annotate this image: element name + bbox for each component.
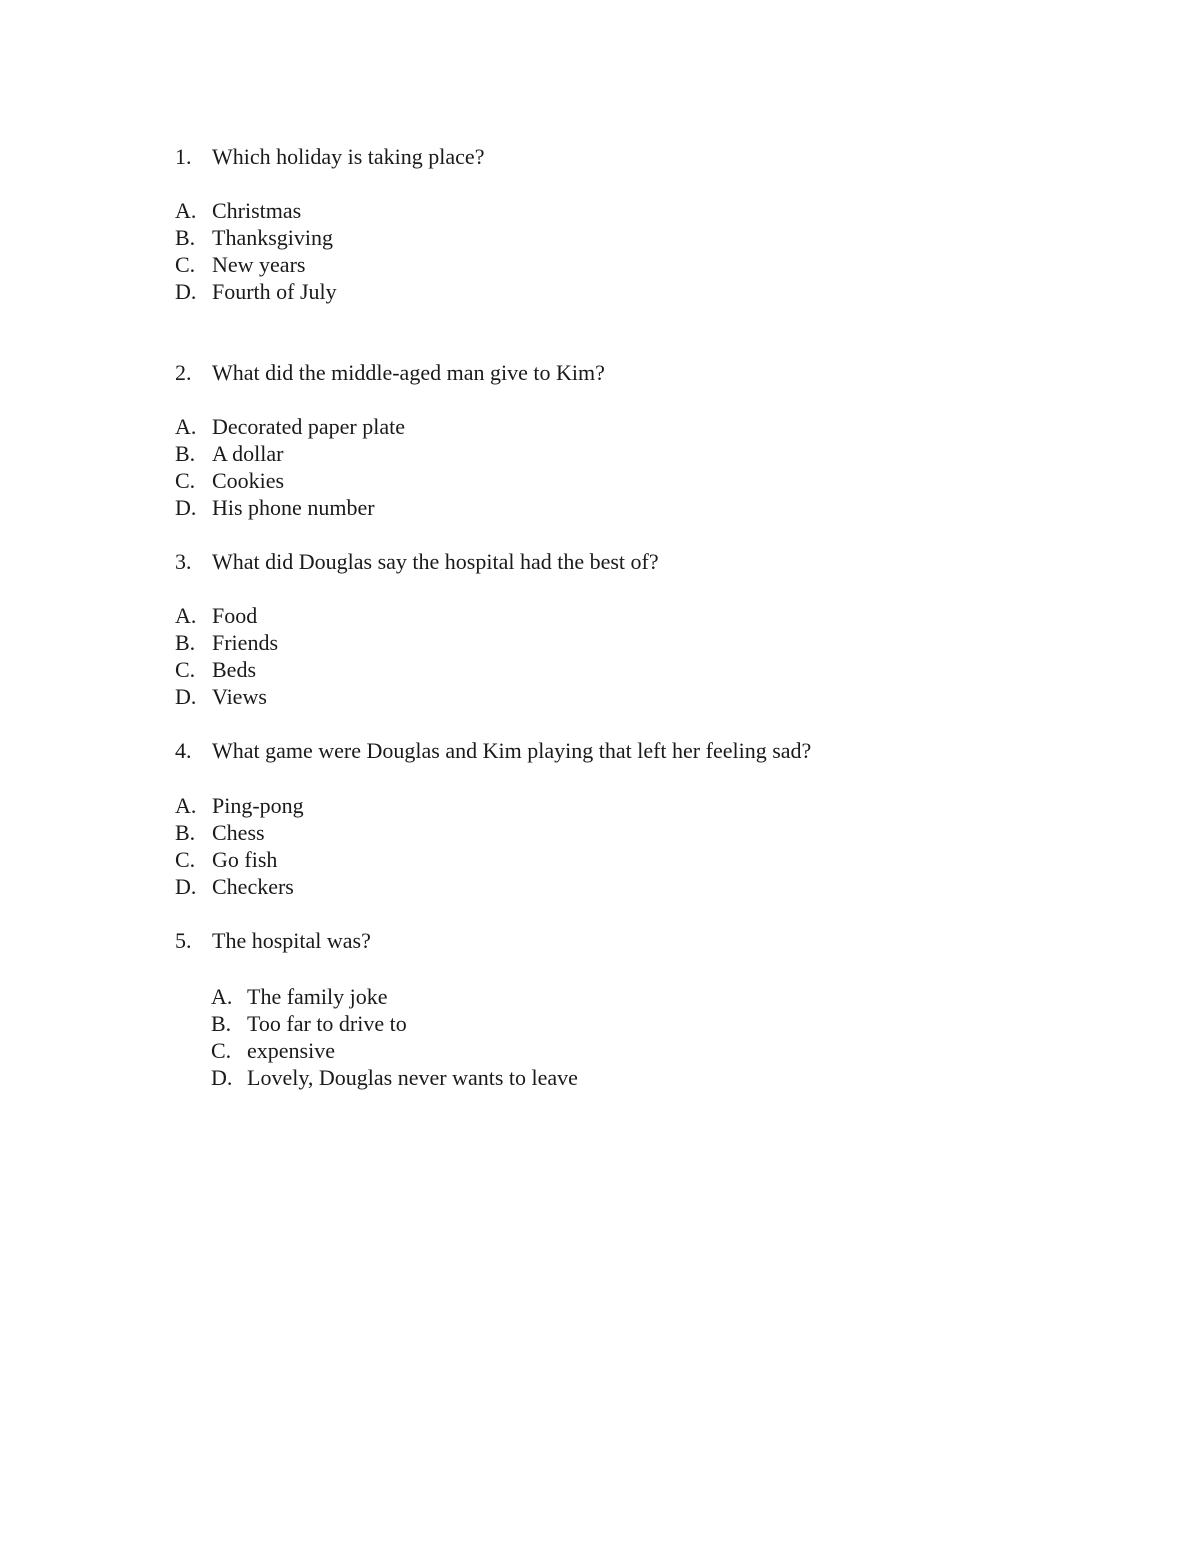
option-letter: C. [175,252,196,277]
option-letter: B. [175,820,196,845]
option-letter: D. [175,495,197,520]
option-text: Food [212,603,258,628]
option-letter: C. [175,657,196,682]
option-letter: B. [175,441,196,466]
option-letter: C. [175,847,196,872]
option-text: Checkers [212,874,294,899]
option-text: The family joke [247,984,388,1009]
question-text: What did the middle-aged man give to Kim? [212,360,605,385]
option-letter: A. [175,603,197,628]
option-text: A dollar [212,441,284,466]
option-letter: B. [175,225,196,250]
option-letter: B. [211,1011,232,1036]
option-text: Lovely, Douglas never wants to leave [247,1065,578,1090]
option-letter: C. [175,468,196,493]
option-text: Chess [212,820,265,845]
option-letter: A. [175,414,197,439]
option-text: Ping-pong [212,793,304,818]
option-letter: C. [211,1038,232,1063]
option-letter: A. [175,793,197,818]
option-text: Decorated paper plate [212,414,405,439]
question-number: 1. [175,144,192,169]
option-text: His phone number [212,495,375,520]
option-text: Cookies [212,468,285,493]
option-letter: A. [175,198,197,223]
option-letter: A. [211,984,233,1009]
option-text: Views [212,684,267,709]
question-number: 4. [175,738,192,763]
question-text: Which holiday is taking place? [212,144,485,169]
option-text: Too far to drive to [247,1011,407,1036]
question-number: 3. [175,549,192,574]
option-text: New years [212,252,306,277]
option-text: expensive [247,1038,335,1063]
option-letter: D. [211,1065,233,1090]
option-text: Go fish [212,847,278,872]
question-number: 2. [175,360,192,385]
option-text: Friends [212,630,278,655]
option-letter: D. [175,874,197,899]
option-letter: D. [175,279,197,304]
question-text: What did Douglas say the hospital had the best of? [212,549,659,574]
question-number: 5. [175,928,192,953]
option-letter: D. [175,684,197,709]
option-text: Fourth of July [212,279,337,304]
option-text: Christmas [212,198,302,223]
option-letter: B. [175,630,196,655]
question-text: What game were Douglas and Kim playing that left her feeling sad? [212,738,812,763]
option-text: Thanksgiving [212,225,333,250]
question-text: The hospital was? [212,928,371,953]
option-text: Beds [212,657,256,682]
